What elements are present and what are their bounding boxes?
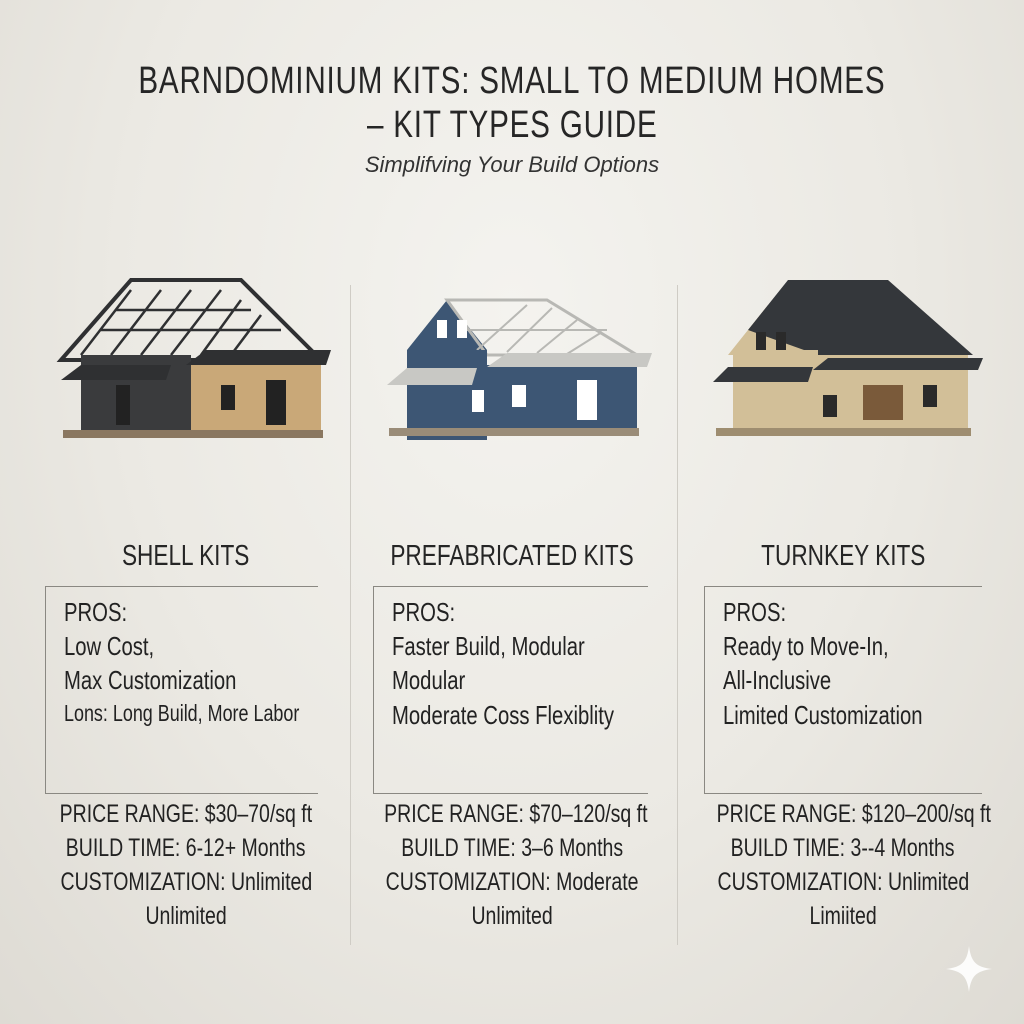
- pros-line-text: Low Cost,: [64, 631, 155, 661]
- customization-extra: Limiited: [809, 902, 877, 930]
- customization: CUSTOMIZATION: Unlimited: [717, 868, 969, 896]
- subtitle: Simplifving Your Build Options: [364, 152, 660, 177]
- pros-line-text: All-Inclusive: [723, 665, 832, 695]
- pros-line: [392, 665, 486, 696]
- pros-label: [723, 597, 804, 628]
- prefabricated-kit-house-illustration: [347, 270, 677, 460]
- pros-line-text: Ready to Move-In,: [723, 631, 889, 661]
- pros-line: [723, 665, 862, 696]
- kit-stats: [21, 800, 351, 936]
- pros-line: [723, 700, 979, 731]
- kit-stats: [678, 800, 1008, 936]
- kit-title: [678, 540, 1008, 573]
- pros-line-text: Modular: [392, 665, 466, 695]
- customization: CUSTOMIZATION: Moderate: [385, 868, 639, 896]
- customization-extra: Unlimited: [145, 902, 227, 930]
- price-range: PRICE RANGE: $70–120/sq ft: [384, 800, 648, 828]
- kit-title-text: SHELL KITS: [122, 540, 250, 572]
- customization-extra: Unlimited: [471, 902, 553, 930]
- pros-box: [45, 586, 318, 794]
- pros-label-text: PROS:: [723, 597, 787, 627]
- kit-title-text: PREFABRICATED KITS: [390, 540, 634, 572]
- kit-title: [347, 540, 677, 573]
- pros-line-text: Faster Build, Modular: [392, 631, 585, 661]
- kit-title-text: TURNKEY KITS: [760, 540, 926, 572]
- title-text: – KIT TYPES GUIDE: [366, 104, 658, 146]
- build-time: BUILD TIME: 6-12+ Months: [66, 834, 306, 862]
- price-range: PRICE RANGE: $30–70/sq ft: [59, 800, 313, 828]
- pros-line: [392, 700, 677, 731]
- pros-label-text: PROS:: [392, 597, 456, 627]
- pros-label: [64, 597, 145, 628]
- pros-line: [392, 631, 639, 662]
- pros-line-text: Moderate Coss Flexiblity: [392, 700, 615, 730]
- pros-box: [373, 586, 648, 794]
- pros-line-text: Limited Customization: [723, 700, 923, 730]
- pros-line: [64, 665, 285, 696]
- pros-label: [392, 597, 473, 628]
- page-title-line-1: [0, 60, 1024, 103]
- shell-kit-house-illustration: [21, 270, 351, 460]
- build-time: BUILD TIME: 3–6 Months: [401, 834, 623, 862]
- cons-line: [64, 700, 366, 727]
- pros-box: [704, 586, 982, 794]
- page-title-line-2: [0, 104, 1024, 147]
- turnkey-kit-house-illustration: [678, 270, 1008, 460]
- cons-line-text: Lons: Long Build, More Labor: [64, 700, 300, 726]
- price-range: PRICE RANGE: $120–200/sq ft: [716, 800, 991, 828]
- customization: CUSTOMIZATION: Unlimited: [60, 868, 312, 896]
- pros-line: [723, 631, 935, 662]
- pros-line: [64, 631, 180, 662]
- title-text: BARNDOMINIUM KITS: SMALL TO MEDIUM HOMES: [138, 60, 886, 102]
- pros-line-text: Max Customization: [64, 665, 237, 695]
- kit-title: [21, 540, 351, 573]
- pros-label-text: PROS:: [64, 597, 128, 627]
- build-time: BUILD TIME: 3--4 Months: [731, 834, 955, 862]
- sparkle-icon: [944, 944, 994, 994]
- kit-stats: [347, 800, 677, 936]
